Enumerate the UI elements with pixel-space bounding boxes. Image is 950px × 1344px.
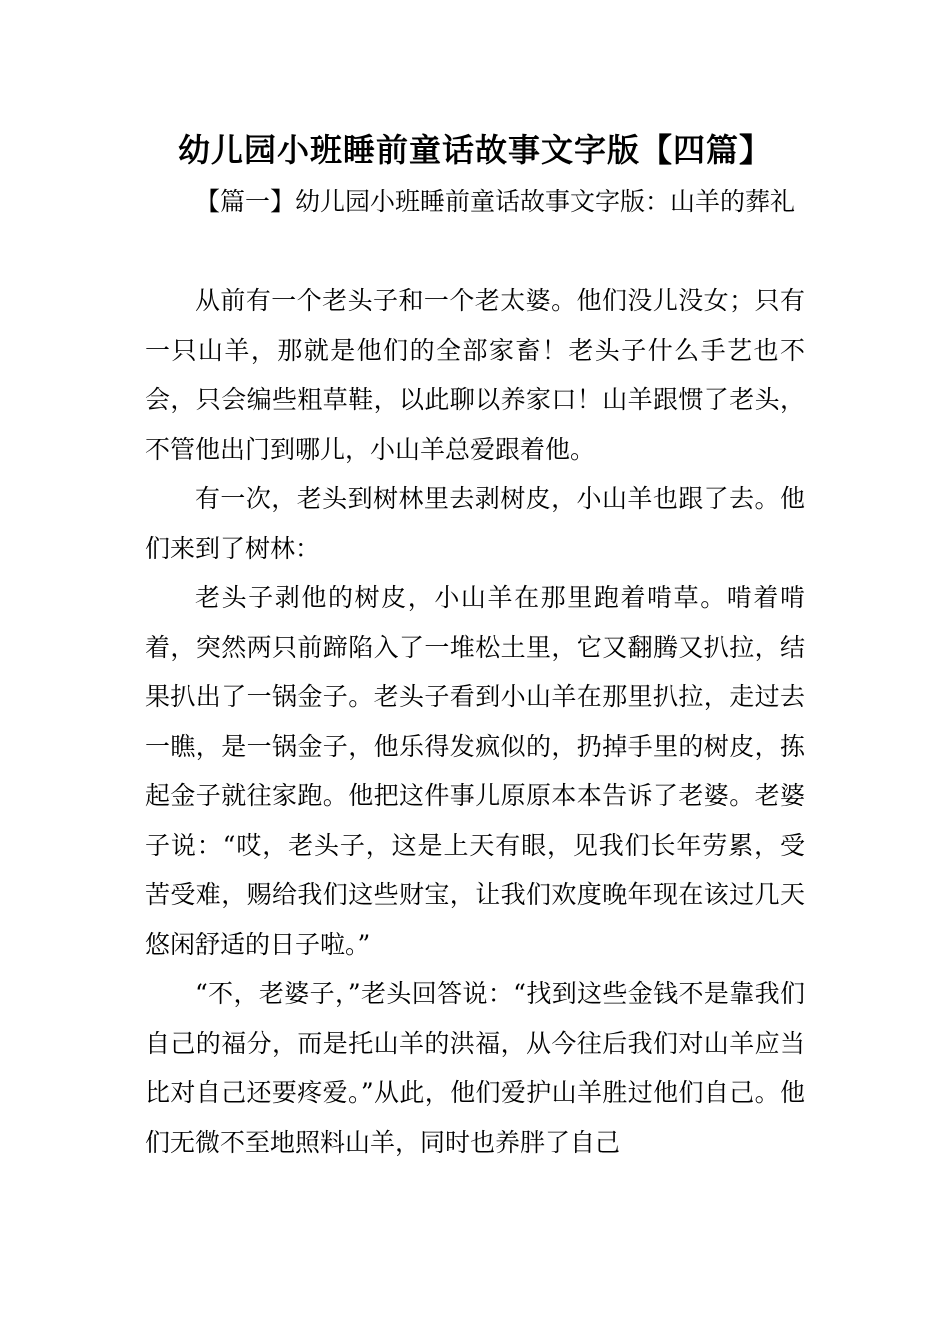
document-title: 幼儿园小班睡前童话故事文字版【四篇】 bbox=[177, 131, 772, 169]
section-subtitle: 【篇一】幼儿园小班睡前童话故事文字版：山羊的葬礼 bbox=[195, 187, 796, 216]
document-body bbox=[145, 177, 805, 1167]
paragraph-1: 从前有一个老头子和一个老太婆。他们没儿没女；只有一只山羊，那就是他们的全部家畜！老头子什么手艺也不会，只会编些粗草鞋，以此聊以养家口！山羊跟惯了老头，不管他出门到哪儿，小山羊总爱跟着他。 bbox=[145, 286, 805, 464]
paragraph-2: 有一次，老头到树林里去剥树皮，小山羊也跟了去。他们来到了树林： bbox=[145, 484, 805, 563]
paragraph-4: “不，老婆子，”老头回答说：“找到这些金钱不是靠我们自己的福分，而是托山羊的洪福，从今往后我们对山羊应当比对自己还要疼爱。”从此，他们爱护山羊胜过他们自己。他们无微不至地照料山羊，同时也养胖了自己 bbox=[145, 979, 805, 1157]
paragraph-3: 老头子剥他的树皮，小山羊在那里跑着啃草。啃着啃着，突然两只前蹄陷入了一堆松土里，它又翻腾又扒拉，结果扒出了一锅金子。老头子看到小山羊在那里扒拉，走过去一瞧，是一锅金子，他乐得发疯似的，扔掉手里的树皮，拣起金子就往家跑。他把这件事儿原原本本告诉了老婆。老婆子说：“哎，老头子，这是上天有眼，见我们长年劳累，受苦受难，赐给我们这些财宝，让我们欢度晚年现在该过几天悠闲舒适的日子啦。” bbox=[145, 583, 805, 959]
